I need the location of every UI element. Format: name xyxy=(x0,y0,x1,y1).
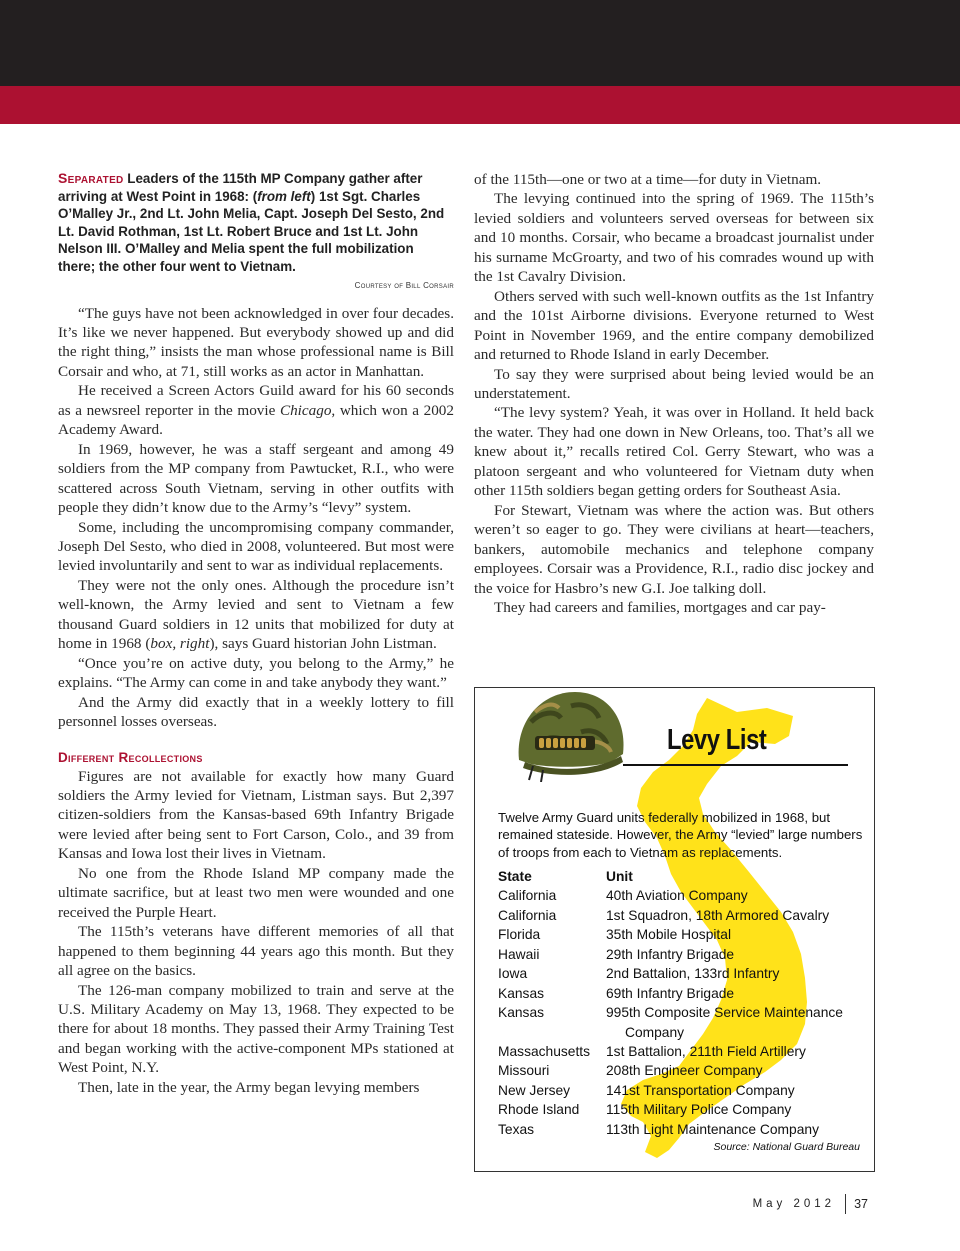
photo-credit: Courtesy of Bill Corsair xyxy=(354,280,454,290)
paragraph: They had careers and families, mortgages and car pay- xyxy=(494,598,826,616)
paragraph: “Once you’re on active duty, you belong to the Army,” he explains. “The Army can come in and take anybody they want.” xyxy=(58,654,454,692)
paragraph xyxy=(58,381,454,439)
paragraph: Then, late in the year, the Army began levying members xyxy=(78,1078,420,1096)
paragraph: And the Army did exactly that in a weekly lottery to fill personnel losses overseas. xyxy=(58,693,454,731)
paragraph-text: ), says Guard historian John Listman. xyxy=(209,635,437,653)
box-reference: box, right xyxy=(150,635,210,653)
paragraph: “The levy system? Yeah, it was over in Holland. It held back the water. They had one down in New Orleans, too. That’s all we knew about it,” recalls retired Col. Gerry Stewart, who was a platoon sergeant and who volunteered for Vietnam duty when other 115th soldiers began getting orders for Southeast Asia. xyxy=(474,404,874,500)
levy-list-box xyxy=(474,687,875,1172)
header-red-bar xyxy=(0,86,960,124)
paragraph: Others served with such well-known outfits as the 1st Infantry and the 101st Airborne divisions. Everyone returned to West Point in November 1969, and the entire company demobilized and returned to Rhode Island in early December. xyxy=(474,287,874,364)
row-state: Kansas xyxy=(498,1005,545,1021)
table-header xyxy=(498,867,868,886)
table-row xyxy=(498,964,868,983)
right-column xyxy=(474,170,874,617)
row-state: Texas xyxy=(498,1121,535,1137)
levy-intro: Twelve Army Guard units federally mobilized in 1968, but remained stateside. However, the Army “levied” large numbers of troops from each to Vietnam as replacements. xyxy=(498,810,863,860)
row-state: Missouri xyxy=(498,1063,550,1079)
source-note: Source: National Guard Bureau xyxy=(713,1141,860,1153)
row-state: Florida xyxy=(498,927,541,943)
paragraph-text: They were not the only ones. Although the procedure isn’t well-known, the Army levied and sent to Vietnam a few thousand Guard soldiers in 12 units that mobilized for duty at home in 1968 ( xyxy=(58,576,454,653)
row-state: Massachusetts xyxy=(498,1043,591,1059)
row-unit xyxy=(606,1003,868,1042)
table-row xyxy=(498,1100,868,1119)
header-state: State xyxy=(498,869,532,884)
page-number: 37 xyxy=(854,1197,868,1211)
section-subhead: Different Recollections xyxy=(58,749,203,765)
issue-date: May 2012 xyxy=(752,1198,836,1210)
row-unit: 113th Light Maintenance Company xyxy=(606,1121,819,1137)
photo-caption xyxy=(58,170,454,276)
paragraph: “The guys have not been acknowledged in over four decades. It’s like we never happened. But everybody showed up and did the right thing,” insists the man whose professional name is Bill Corsair and who, at 71, still works as an actor in Manhattan. xyxy=(58,304,454,380)
page-footer xyxy=(753,1194,868,1214)
header-unit: Unit xyxy=(606,869,633,884)
footer-divider xyxy=(845,1194,846,1214)
row-unit-continuation: Company xyxy=(625,1024,685,1040)
row-unit: 208th Engineer Company xyxy=(606,1063,763,1079)
paragraph: The 115th’s veterans have different memories of all that happened to them beginning 44 years ago this month. But they all agree on the basics. xyxy=(58,923,454,980)
header-black-bar xyxy=(0,0,960,86)
table-row xyxy=(498,886,868,905)
levy-table xyxy=(498,867,868,1139)
paragraph: Some, including the uncompromising company commander, Joseph Del Sesto, who died in 2008, volunteered. But most were levied involuntarily and sent to war as individual replacements. xyxy=(58,518,454,575)
row-state: Hawaii xyxy=(498,946,540,962)
caption-text-1: Leaders of the 115th MP Company gather after arriving at West Point in 1968: ( xyxy=(58,171,423,204)
paragraph: of the 115th—one or two at a time—for duty in Vietnam. xyxy=(474,171,822,188)
row-unit-text: 995th Composite Service Maintenance xyxy=(606,1005,843,1021)
table-row xyxy=(498,1042,868,1061)
row-unit: 1st Battalion, 211th Field Artillery xyxy=(606,1043,806,1059)
paragraph: No one from the Rhode Island MP company made the ultimate sacrifice, but at least two men were wounded and one received the Purple Heart. xyxy=(58,864,454,921)
paragraph: Figures are not available for exactly how many Guard soldiers the Army levied for Vietnam, Listman says. But 2,397 citizen-soldiers from the Kansas-based 69th Infantry Brigade were levied after being sent to Fort Carson, Colo., and 39 from Kansas and Iowa lost their lives in Vietnam. xyxy=(58,767,454,863)
row-unit: 40th Aviation Company xyxy=(606,888,748,904)
row-state: Rhode Island xyxy=(498,1102,580,1118)
table-row xyxy=(498,1003,868,1042)
left-column xyxy=(58,170,454,1097)
paragraph xyxy=(58,576,454,654)
row-unit: 35th Mobile Hospital xyxy=(606,927,732,943)
row-state: New Jersey xyxy=(498,1082,571,1098)
row-unit: 1st Squadron, 18th Armored Cavalry xyxy=(606,907,830,923)
movie-title: Chicago xyxy=(279,401,332,419)
table-row xyxy=(498,1120,868,1139)
row-state: California xyxy=(498,888,557,904)
caption-text-2: ) 1st Sgt. Charles O’Malley Jr., 2nd Lt. John Melia, Capt. Joseph Del Sesto, 2nd Lt. David Rothman, 1st Lt. Robert Bruce and 1st Lt. John Nelson III. O’Malley and Melia spent the full mobilization there; the other four went to Vietnam. xyxy=(58,188,445,274)
paragraph: To say they were surprised about being levied would be an understatement. xyxy=(474,365,874,402)
table-row xyxy=(498,906,868,925)
caption-from-left: from left xyxy=(257,188,311,204)
helmet-icon xyxy=(511,687,631,782)
paragraph-text: He received a Screen Actors Guild award for his 60 seconds as a newsreel reporter in the movie xyxy=(58,382,454,419)
caption-lead: Separated xyxy=(58,170,124,186)
paragraph: The 126-man company mobilized to train and serve at the U.S. Military Academy on May 13, 1968. They expected to be there for about 18 months. They passed their Army Training Test and began working with the active-component MPs stationed at West Point, N.Y. xyxy=(58,981,454,1077)
table-row xyxy=(498,925,868,944)
row-unit: 115th Military Police Company xyxy=(606,1102,792,1118)
row-state: Iowa xyxy=(498,966,528,982)
table-row xyxy=(498,945,868,964)
paragraph: In 1969, however, he was a staff sergeant and among 49 soldiers from the MP company from Pawtucket, R.I., who were scattered across South Vietnam, serving in other outfits with people they didn’t know due to the Army’s “levy” system. xyxy=(58,440,454,517)
row-unit: 141st Transportation Company xyxy=(606,1082,795,1098)
paragraph-text: , which won a 2002 Academy Award. xyxy=(58,401,454,439)
table-row xyxy=(498,984,868,1003)
paragraph: For Stewart, Vietnam was where the action was. But others weren’t so eager to go. They were civilians at heart—teachers, bankers, automobile mechanics and telephone company employees. Corsair was a Providence, R.I., radio disc jockey and the voice for Hasbro’s new G.I. Joe talking doll. xyxy=(474,501,874,597)
row-unit: 69th Infantry Brigade xyxy=(606,985,735,1001)
row-unit: 2nd Battalion, 133rd Infantry xyxy=(606,966,780,982)
table-row xyxy=(498,1061,868,1080)
row-state: California xyxy=(498,907,557,923)
levy-list-title: Levy List xyxy=(667,724,767,756)
row-state: Kansas xyxy=(498,985,545,1001)
paragraph: The levying continued into the spring of 1969. The 115th’s levied soldiers and volunteers served overseas for between six and 10 months. Corsair, who became a broadcast journalist under his surname McGroarty, and two of his comrades wound up with the 1st Cavalry Division. xyxy=(474,190,874,286)
row-unit: 29th Infantry Brigade xyxy=(606,946,735,962)
title-rule xyxy=(623,764,848,766)
table-row xyxy=(498,1081,868,1100)
